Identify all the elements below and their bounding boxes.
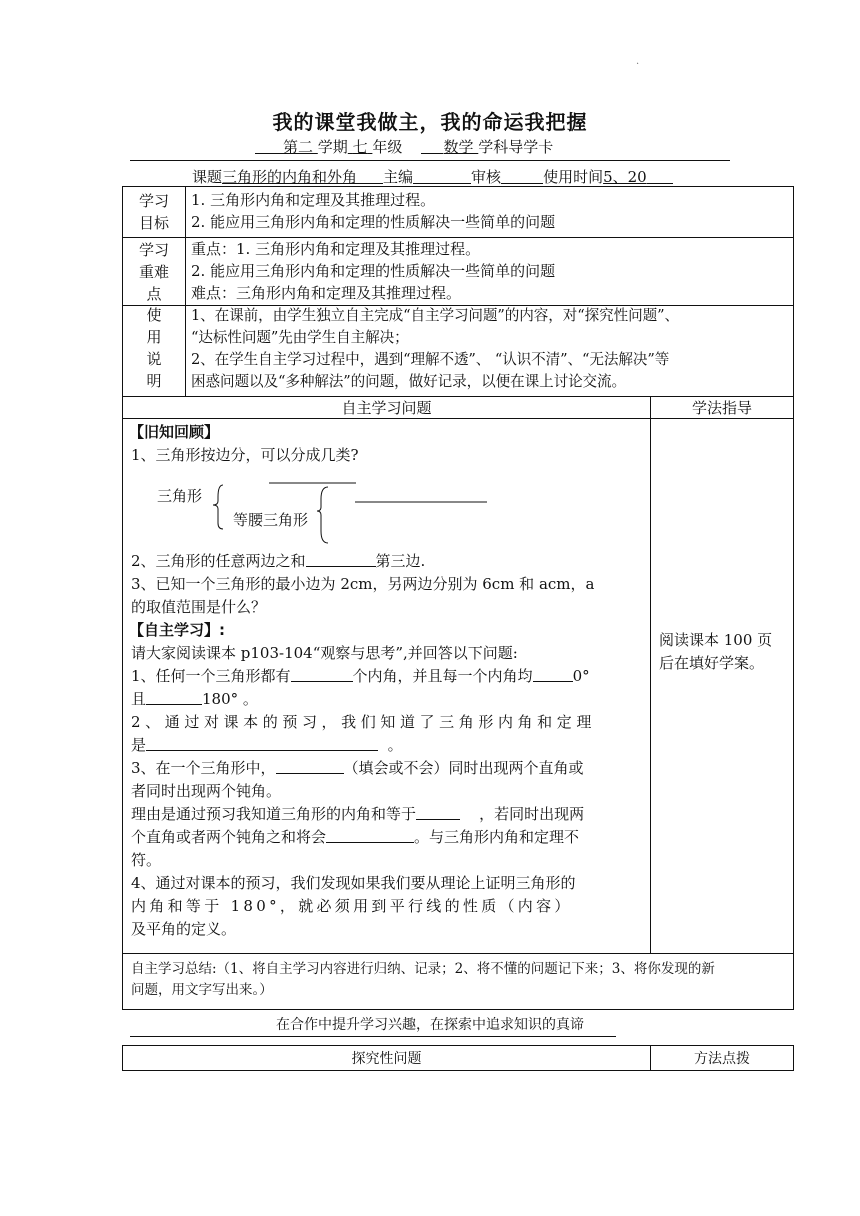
- semester-suffix: 学期: [317, 138, 348, 156]
- answer-blank: [146, 736, 378, 751]
- reviewer-label: 审核: [471, 168, 502, 186]
- usage-label: 使 用 说 明: [146, 306, 162, 390]
- inquiry-table-header: [122, 1045, 794, 1071]
- grade-suffix: 年级: [372, 138, 403, 156]
- course-info: [192, 166, 673, 187]
- guide-note-line2: 后在填好学案。: [659, 654, 765, 672]
- summary-line2: 问题，用文字写出来。）: [131, 982, 273, 998]
- row-divider: [123, 418, 793, 419]
- topic-label: 课题: [192, 168, 223, 186]
- usage-line: 困惑问题以及“多种解法”的问题，做好记录，以便在课上讨论交流。: [191, 373, 627, 390]
- subject-value: 数学: [443, 138, 474, 156]
- self-learning-q3-cont1: 者同时出现两个钝角。: [131, 782, 282, 800]
- subtitle: [255, 136, 553, 157]
- keypoint-line: 重点：1. 三角形内角和定理及其推理过程。: [191, 240, 481, 258]
- keypoint-line: 难点：三角形内角和定理及其推理过程。: [191, 284, 462, 302]
- label-column-divider: [185, 187, 186, 396]
- usage-line: 2、在学生自主学习过程中，遇到“理解不透”、 “认识不清”、“无法解决”等: [191, 351, 670, 368]
- self-learning-q3-cont3: 个直角或者两个钝角之和将会 。与三角形内角和定理不: [131, 828, 580, 846]
- header-dot: .: [636, 56, 640, 67]
- header-rule: [130, 160, 730, 161]
- usage-line: 1、在课前，由学生独立自主完成“自主学习问题”的内容，对“探究性问题”、: [191, 307, 679, 324]
- inquiry-header: 探究性问题: [351, 1051, 422, 1067]
- goals-content: [191, 189, 787, 233]
- subject-suffix: 学科导学卡: [478, 138, 554, 156]
- guide-column-divider: [650, 396, 651, 953]
- review-heading: 【旧知回顾】: [129, 423, 220, 441]
- answer-blank: [146, 690, 202, 705]
- self-learning-q4-cont1: 内角和等于 180°，就必须用到平行线的性质（内容）: [131, 897, 573, 915]
- page-title: 我的课堂我做主，我的命运我把握: [272, 110, 588, 134]
- outer-brace: [213, 485, 223, 529]
- keypoint-line: 2. 能应用三角形内角和定理的性质解决一些简单的问题: [191, 262, 556, 280]
- grade-value: 七: [352, 138, 368, 156]
- goals-label: 学习 目标: [138, 192, 169, 232]
- isosceles-label: 等腰三角形: [233, 511, 309, 529]
- goal-line: 1. 三角形内角和定理及其推理过程。: [191, 191, 436, 209]
- self-study-header: 自主学习问题: [341, 399, 432, 417]
- footer-rule: [130, 1036, 616, 1037]
- answer-blank: [533, 667, 573, 682]
- self-learning-intro: 请大家阅读课本 p103-104“观察与思考”,并回答以下问题:: [131, 644, 518, 662]
- self-learning-q4-cont2: 及平角的定义。: [131, 920, 237, 938]
- self-learning-q3-cont4: 符。: [131, 851, 162, 869]
- answer-blank: [291, 667, 353, 682]
- guide-note-line1: 阅读课本 100 页: [659, 631, 773, 649]
- review-q1: 1、三角形按边分，可以分成几类?: [131, 446, 359, 464]
- usage-content: [191, 305, 787, 393]
- self-learning-q3: 3、在一个三角形中， （填会或不会）同时出现两个直角或: [131, 759, 584, 777]
- semester-value: 第二: [283, 138, 314, 156]
- date-label: 使用时间: [543, 168, 604, 186]
- date-value: 5、20: [603, 168, 647, 186]
- review-q3-line2: 的取值范围是什么？: [131, 598, 267, 616]
- topic-value: 三角形的内角和外角: [222, 168, 358, 186]
- self-learning-q1: 1、任何一个三角形都有 个内角，并且每一个内角均 0°: [131, 667, 590, 685]
- summary-line1: 自主学习总结:（1、将自主学习内容进行归纳、记录；2、将不懂的问题记下来；3、将你发现的新: [131, 961, 715, 977]
- answer-blank: [306, 552, 376, 567]
- editor-blank: [413, 168, 471, 184]
- method-guide-header: 学法指导: [691, 399, 752, 417]
- keypoints-content: [191, 238, 787, 304]
- answer-blank: [276, 759, 344, 774]
- review-q2: 2、三角形的任意两边之和 第三边.: [131, 552, 426, 570]
- footer-motto: 在合作中提升学习兴趣，在探索中追求知识的真谛: [276, 1017, 584, 1033]
- review-q3-line1: 3、已知一个三角形的最小边为 2cm，另两边分别为 6cm 和 acm，a: [131, 575, 595, 593]
- self-learning-q3-cont2: 理由是通过预习我知道三角形的内角和等于 ，若同时出现两: [131, 805, 585, 823]
- study-sheet-table: [122, 186, 794, 1010]
- self-learning-q2: 2、通过对课本的预习，我们知道了三角形内角和定理: [131, 713, 596, 731]
- method-tips-header: 方法点拨: [694, 1051, 750, 1067]
- editor-label: 主编: [383, 168, 414, 186]
- keypoints-label: 学习 重难 点: [138, 241, 169, 303]
- self-learning-q4: 4、通过对课本的预习，我们发现如果我们要从理论上证明三角形的: [131, 874, 576, 892]
- row-divider: [123, 953, 793, 954]
- self-learning-q1-cont: 且 180° 。: [131, 690, 258, 708]
- goal-line: 2. 能应用三角形内角和定理的性质解决一些简单的问题: [191, 213, 556, 231]
- answer-blank: [416, 805, 460, 820]
- usage-line: “达标性问题”先由学生自主解决；: [191, 329, 409, 346]
- self-learning-q2-cont: 是 。: [131, 736, 403, 754]
- self-learning-heading: 【自主学习】:: [129, 621, 225, 639]
- inner-brace: [317, 487, 328, 543]
- triangle-label: 三角形: [157, 487, 203, 505]
- answer-blank: [326, 828, 414, 843]
- reviewer-blank: [501, 168, 543, 184]
- triangle-classification-diagram: [123, 467, 650, 547]
